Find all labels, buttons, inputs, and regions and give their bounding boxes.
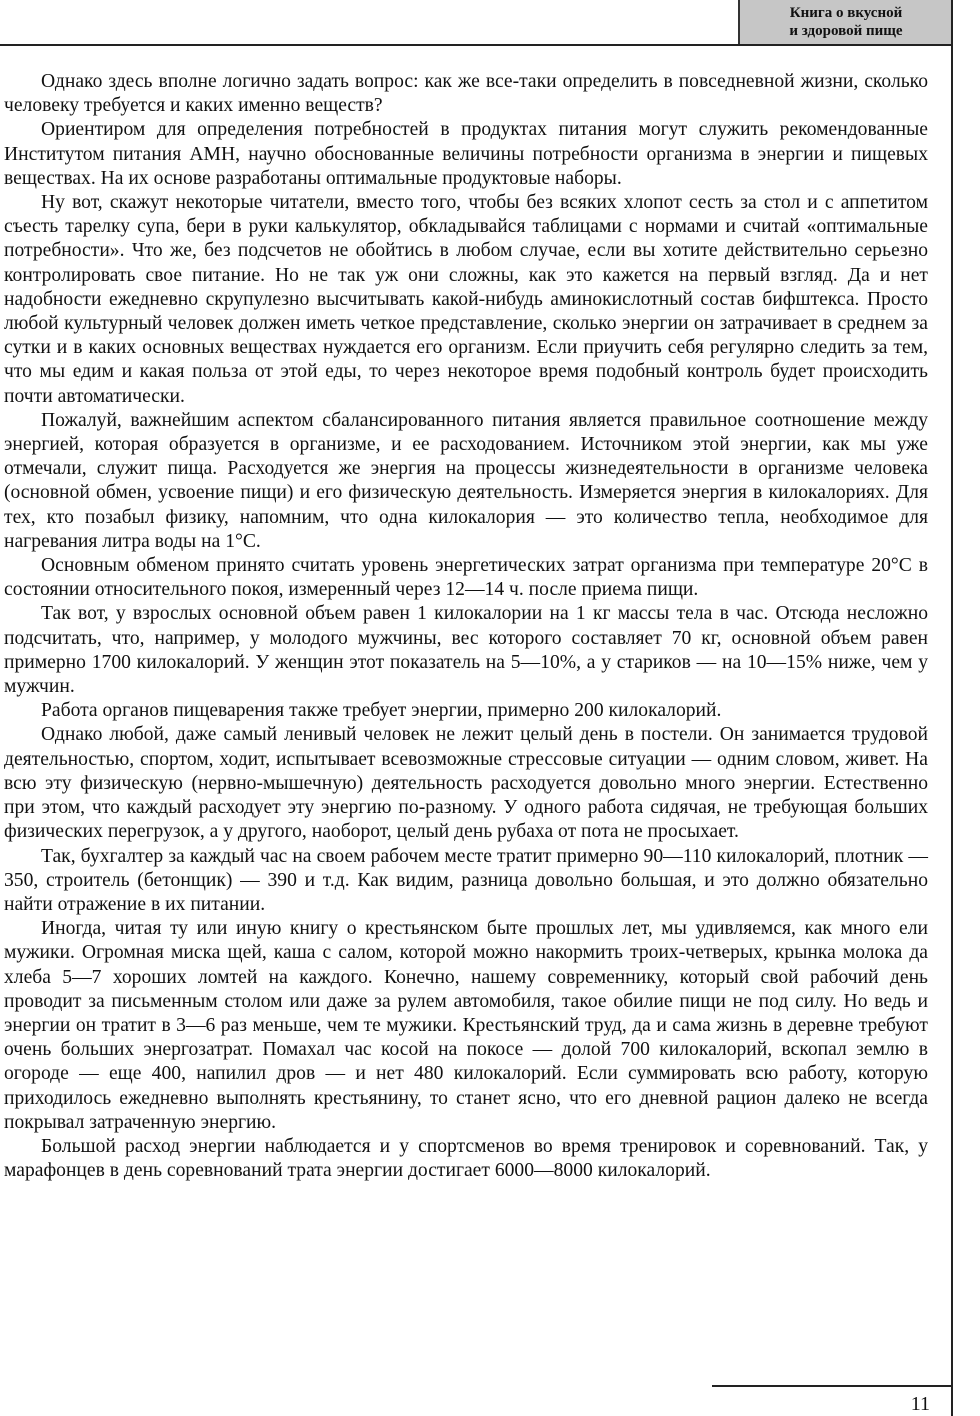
paragraph-7: Работа органов пищеварения также требует энергии, примерно 200 килокалорий.	[41, 700, 722, 722]
footer-rule	[712, 1385, 952, 1387]
paragraph-9: Так, бухгалтер за каждый час на своем рабочем месте тратит примерно 90—110 килокалорий, плотник — 350, строитель (бетонщик) — 390 и т.д. Как видим, разница довольно большая, и это должно обязательно найти отражение в их питании.	[4, 845, 928, 915]
paragraph-4: Пожалуй, важнейшим аспектом сбалансированного питания является правильное соотношение между энергией, которая образуется в организме, и ее расходованием. Источником этой энергии, как мы уже отмечали, служит пища. Расходуется же энергия на процессы жизнедеятельности в организме человека (основной обмен, усвоение пищи) и его физическую деятельность. Измеряется энергия в килокалориях. Для тех, кто позабыл физику, напомним, что одна килокалория — это количество тепла, необходимое для нагревания литра воды на 1°С.	[4, 409, 928, 552]
header-rule	[0, 44, 952, 46]
paragraph-8: Однако любой, даже самый ленивый человек не лежит целый день в постели. Он занимается трудовой деятельностью, спортом, ходит, испытывает всевозможные стрессовые ситуации — одним словом, живет. На всю эту физическую (нервно-мышечную) деятельность расходуется довольно много энергии. Естественно при этом, что каждый расходует эту энергию по-разному. У одного работа сидячая, не требующая больших физических перегрузок, а у другого, наоборот, целый день рубаха от пота не просыхает.	[4, 724, 928, 843]
paragraph-10: Иногда, читая ту или иную книгу о крестьянском быте прошлых лет, мы удивляемся, как много ели мужики. Огромная миска щей, каша с салом, которой можно накормить троих-четверых, крынка молока да хлеба 5—7 хороших ломтей на каждого. Конечно, нашему современнику, который свой рабочий день проводит за письменным столом или даже за рулем автомобиля, такое обилие пищи не под силу. Но ведь и энергии он тратит в 3—6 раз меньше, чем те мужики. Крестьянский труд, да и сама жизнь в деревне требуют очень больших энергозатрат. Помахал час косой на покосе — долой 700 килокалорий, вскопал землю в огороде — еще 400, напилил дров — и нет 480 килокалорий. Если суммировать всю работу, которую приходилось ежедневно выполнять крестьянину, то станет ясно, что его дневной рацион далеко не всегда покрывал затраченную энергию.	[4, 918, 928, 1133]
paragraph-11: Большой расход энергии наблюдается и у спортсменов во время тренировок и соревнований. Так, у марафонцев в день соревнований трата энергии достигает 6000—8000 килокалорий.	[4, 1135, 928, 1182]
paragraph-1: Однако здесь вполне логично задать вопрос: как же все-таки определить в повседневной жизни, сколько человеку требуется и каких именно веществ?	[4, 71, 928, 117]
paragraph-5: Основным обменом принято считать уровень энергетических затрат организма при температуре 20°С в состоянии относительного покоя, измеренный через 12—14 ч. после приема пищи.	[4, 555, 928, 601]
paragraph-2: Ориентиром для определения потребностей в продуктах питания могут служить рекомендованные Институтом питания АМН, научно обоснованные величины потребности организма в энергии и пищевых веществах. На их основе разработаны оптимальные продуктовые наборы.	[4, 119, 928, 189]
paragraph-6: Так вот, у взрослых основной объем равен 1 килокалории на 1 кг массы тела в час. Отсюда несложно подсчитать, что, например, у молодого мужчины, вес которого составляет 70 кг, основной объем равен примерно 1700 килокалорий. У женщин этот показатель на 5—10%, а у стариков — на 10—15% ниже, чем у мужчин.	[4, 603, 928, 698]
running-header-line-1: Книга о вкусной	[789, 5, 903, 21]
body-text	[4, 70, 928, 1183]
paragraph-3: Ну вот, скажут некоторые читатели, вместо того, чтобы без всяких хлопот сесть за стол и с аппетитом съесть тарелку супа, бери в руки калькулятор, обкладывайся таблицами с нормами и считай «оптимальные потребности». Что же, без подсчетов не обойтись в любом случае, если вы хотите действительно серьезно контролировать свое питание. Но не так уж они сложны, как это кажется на первый взгляд. Да и нет надобности ежедневно скрупулезно высчитывать какой-нибудь аминокислотный состав бифштекса. Просто любой культурный человек должен иметь четкое представление, сколько энергии он затрачивает в среднем за сутки и в каких основных веществах нуждается его организм. Если приучить себя регулярно следить за тем, что мы едим и какая польза от этой еды, то через некоторое время подобный контроль будет происходить почти автоматически.	[4, 192, 928, 407]
right-margin-rule	[951, 0, 953, 1416]
running-header-line-2: и здоровой пище	[789, 23, 903, 39]
page-number: 11	[910, 1393, 930, 1415]
running-header	[738, 0, 952, 44]
